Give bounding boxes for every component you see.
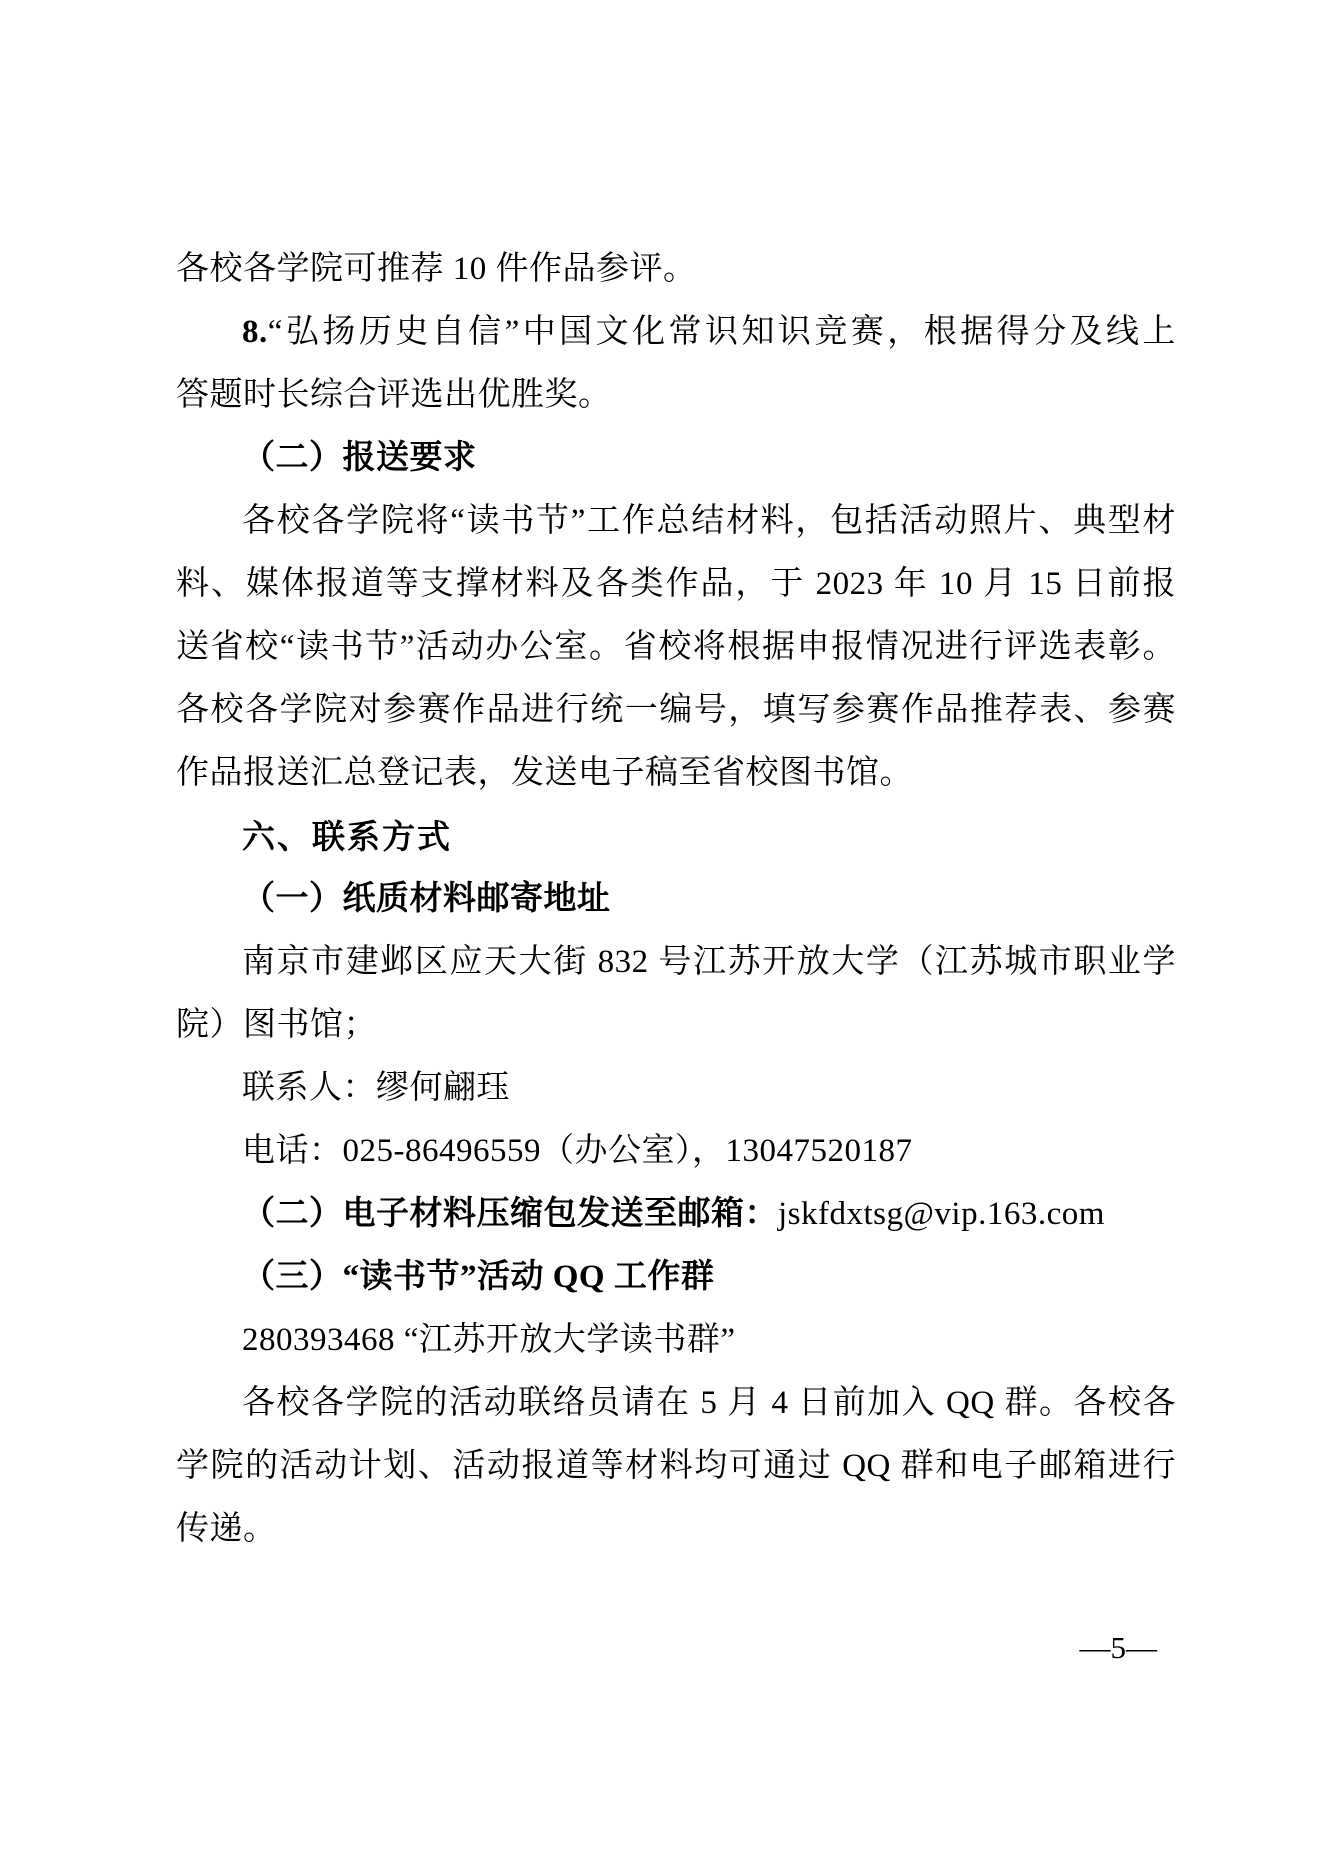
text-line: 各校各学院将“读书节”工作总结材料，包括活动照片、典型材	[242, 503, 1176, 539]
page-number: —5—	[1079, 1630, 1157, 1665]
sub-heading-segment: （二）电子材料压缩包发送至邮箱：	[242, 1196, 778, 1232]
text-line: 传递。	[176, 1511, 277, 1547]
text-line: （二）报送要求	[242, 440, 477, 476]
text-line: 南京市建邺区应天大街 832 号江苏开放大学（江苏城市职业学	[242, 944, 1176, 980]
text-line: 送省校“读书节”活动办公室。省校将根据申报情况进行评选表彰。	[176, 629, 1176, 665]
text-line: 各校各学院对参赛作品进行统一编号，填写参赛作品推荐表、参赛	[176, 692, 1176, 728]
text-line: 280393468 “江苏开放大学读书群”	[242, 1322, 736, 1358]
text-line: 料、媒体报道等支撑材料及各类作品，于 2023 年 10 月 15 日前报	[176, 566, 1176, 602]
list-item-number: 8.	[242, 314, 268, 350]
text-line: （一）纸质材料邮寄地址	[242, 881, 611, 917]
text-segment: “弘扬历史自信”中国文化常识知识竞赛，根据得分及线上	[267, 314, 1176, 350]
text-line: 作品报送汇总登记表，发送电子稿至省校图书馆。	[176, 755, 913, 791]
text-line: 各校各学院的活动联络员请在 5 月 4 日前加入 QQ 群。各校各	[242, 1385, 1176, 1421]
text-line: 答题时长综合评选出优胜奖。	[176, 377, 612, 413]
text-line: 院）图书馆；	[176, 1007, 377, 1043]
text-line: 六、联系方式	[242, 818, 452, 855]
text-line	[176, 1183, 1176, 1246]
text-line: （三）“读书节”活动 QQ 工作群	[242, 1259, 715, 1295]
text-line: 联系人：缪何翩珏	[242, 1070, 510, 1106]
text-line: 学院的活动计划、活动报道等材料均可通过 QQ 群和电子邮箱进行	[176, 1448, 1176, 1484]
text-line: 各校各学院可推荐 10 件作品参评。	[176, 251, 697, 287]
text-line	[176, 301, 1176, 364]
email-address: jskfdxtsg@vip.163.com	[778, 1196, 1105, 1232]
document-body	[176, 238, 1176, 1561]
text-line: 电话：025-86496559（办公室），13047520187	[242, 1133, 913, 1169]
